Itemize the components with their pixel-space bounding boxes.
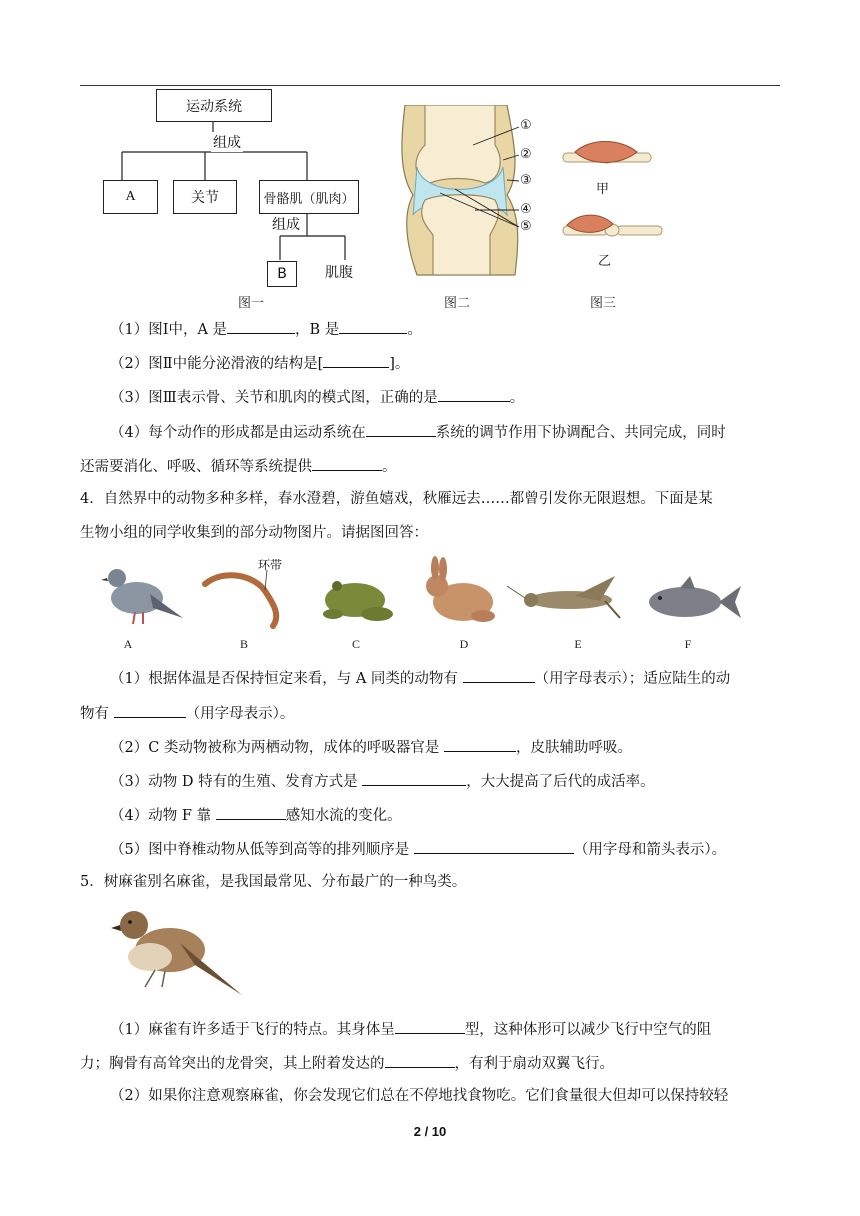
animal-label-e: E xyxy=(574,637,582,651)
box-b xyxy=(267,261,297,287)
answer-blank[interactable] xyxy=(395,1018,465,1034)
frog-icon xyxy=(323,581,393,621)
answer-blank[interactable] xyxy=(312,455,382,471)
motor-system-box xyxy=(156,89,272,122)
q4-item-5-text-a: （5）图中脊椎动物从低等到高等的排列顺序是 xyxy=(110,842,410,858)
animal-label-d: D xyxy=(459,637,469,651)
q4-item-2-text-b: ，皮肤辅助呼吸。 xyxy=(516,740,633,756)
grasshopper-icon xyxy=(507,576,620,618)
bone-muscle-model-illustration xyxy=(555,138,675,248)
q5-item-1 xyxy=(110,1018,711,1040)
q3-item-1 xyxy=(110,318,422,340)
motor-system-label: 运动系统 xyxy=(186,98,242,115)
answer-blank[interactable] xyxy=(216,804,286,820)
q3-item-2 xyxy=(110,352,409,374)
muscle-label: 骨骼肌（肌肉） xyxy=(263,191,355,207)
box-a xyxy=(103,180,158,214)
animal-label-c: C xyxy=(351,637,360,651)
q3-item-4-text-d: 。 xyxy=(382,459,397,475)
animal-illustrations xyxy=(95,556,755,636)
earthworm-icon xyxy=(205,570,276,626)
box-a-label: A xyxy=(125,189,136,204)
q4-item-4-text-b: 感知水流的变化。 xyxy=(285,808,402,824)
answer-blank[interactable] xyxy=(339,318,407,334)
model-jia-label: 甲 xyxy=(596,182,610,197)
q5-item-1-cont xyxy=(80,1052,614,1074)
knee-label-3: ③ xyxy=(520,173,532,188)
q4-item-1-text-b: （用字母表示）；适应陆生的动 xyxy=(534,671,731,687)
q5-item-1-text-d: ，有利于扇动双翼飞行。 xyxy=(454,1056,614,1072)
q4-item-1-text-a: （1）根据体温是否保持恒定来看，与 A 同类的动物有 xyxy=(110,671,458,687)
q4-item-3-text-b: ，大大提高了后代的成活率。 xyxy=(466,774,655,790)
joint-label: 关节 xyxy=(191,190,219,206)
q4-item-5 xyxy=(110,838,726,860)
q3-item-2-text-b: ]。 xyxy=(389,356,410,372)
q4-item-5-text-b: （用字母和箭头表示）。 xyxy=(573,842,727,858)
figure-1-caption: 图一 xyxy=(238,296,265,311)
model-jia xyxy=(563,142,651,164)
q5-item-1-text-a: （1）麻雀有许多适于飞行的特点。其身体呈 xyxy=(110,1022,395,1038)
q4-item-3-text-a: （3）动物 D 特有的生殖、发育方式是 xyxy=(110,774,358,790)
knee-label-1: ① xyxy=(520,118,532,133)
knee-label-2: ② xyxy=(520,147,532,162)
muscle-box xyxy=(259,180,359,214)
rabbit-icon xyxy=(426,556,495,622)
q4-intro-line-2: 生物小组的同学收集到的部分动物图片。请据图回答： xyxy=(80,525,428,541)
answer-blank[interactable] xyxy=(114,702,186,718)
answer-blank[interactable] xyxy=(463,667,535,683)
answer-blank[interactable] xyxy=(438,386,510,402)
q3-item-4-text-c: 还需要消化、呼吸、循环等系统提供 xyxy=(80,459,312,475)
q3-item-3-text-b: 。 xyxy=(509,390,525,406)
q3-item-4-cont xyxy=(80,455,397,477)
knee-label-5: ⑤ xyxy=(520,219,532,234)
pigeon-icon xyxy=(101,569,183,624)
model-yi xyxy=(563,215,663,236)
q3-item-3 xyxy=(110,386,524,408)
q5-item-1-text-b: 型，这种体形可以减少飞行中空气的阻 xyxy=(464,1022,712,1038)
figure-2-caption: 图二 xyxy=(444,296,471,311)
compose-label-1: 组成 xyxy=(211,132,243,152)
q5-item-2: （2）如果你注意观察麻雀，你会发现它们总在不停地找食物吃。它们食量很大但却可以保持较轻 xyxy=(110,1088,729,1104)
q3-item-4 xyxy=(110,421,726,443)
q4-item-2 xyxy=(110,736,632,758)
q5-intro: 5．树麻雀别名麻雀，是我国最常见、分布最广的一种鸟类。 xyxy=(80,874,467,890)
q4-item-1 xyxy=(110,667,730,689)
q3-item-1-text-b: ，B 是 xyxy=(295,322,340,338)
joint-box xyxy=(173,180,237,214)
q3-item-3-text-a: （3）图Ⅲ表示骨、关节和肌肉的模式图，正确的是 xyxy=(110,390,438,406)
answer-blank[interactable] xyxy=(227,318,295,334)
fish-icon xyxy=(649,576,741,618)
q4-item-1-text-c: 物有 xyxy=(80,706,109,722)
muscle-belly-label: 肌腹 xyxy=(325,265,353,281)
q4-item-1-text-d: （用字母表示）。 xyxy=(185,706,295,722)
q4-item-4-text-a: （4）动物 F 靠 xyxy=(110,808,212,824)
q3-item-4-text-a: （4）每个动作的形成都是由运动系统在 xyxy=(110,425,366,441)
model-yi-label: 乙 xyxy=(598,254,612,269)
q3-item-2-text-a: （2）图Ⅱ中能分泌滑液的结构是[ xyxy=(110,356,324,372)
sparrow-icon xyxy=(111,911,242,995)
compose-label-2: 组成 xyxy=(270,214,302,234)
header-rule xyxy=(80,85,780,86)
answer-blank[interactable] xyxy=(366,421,436,437)
figure-3-caption: 图三 xyxy=(590,296,617,311)
answer-blank[interactable] xyxy=(444,736,516,752)
q4-item-2-text-a: （2）C 类动物被称为两栖动物，成体的呼吸器官是 xyxy=(110,740,440,756)
box-b-label: B xyxy=(277,266,287,282)
page-number: 2 / 10 xyxy=(413,1124,447,1139)
q4-item-1-cont xyxy=(80,702,294,724)
q5-item-1-text-c: 力；胸骨有高耸突出的龙骨突，其上附着发达的 xyxy=(80,1056,385,1072)
animal-label-f: F xyxy=(684,637,692,651)
answer-blank[interactable] xyxy=(385,1052,455,1068)
answer-blank[interactable] xyxy=(362,770,466,786)
answer-blank[interactable] xyxy=(323,352,389,368)
q4-item-4 xyxy=(110,804,402,826)
answer-blank[interactable] xyxy=(414,838,574,854)
q3-item-1-text-a: （1）图Ⅰ中，A 是 xyxy=(110,322,228,338)
q4-intro-line-1: 4．自然界中的动物多种多样，春水澄碧，游鱼嬉戏，秋雁远去……都曾引发你无限遐想。下面是某 xyxy=(80,491,713,507)
q4-item-3 xyxy=(110,770,655,792)
q3-item-4-text-b: 系统的调节作用下协调配合、共同完成，同时 xyxy=(435,425,726,441)
knee-label-4: ④ xyxy=(520,202,532,217)
q3-item-1-text-c: 。 xyxy=(407,322,422,338)
animal-label-b: B xyxy=(239,637,248,651)
clitellum-label: 环带 xyxy=(258,558,283,572)
sparrow-illustration xyxy=(110,895,250,1010)
animal-label-a: A xyxy=(123,637,133,651)
